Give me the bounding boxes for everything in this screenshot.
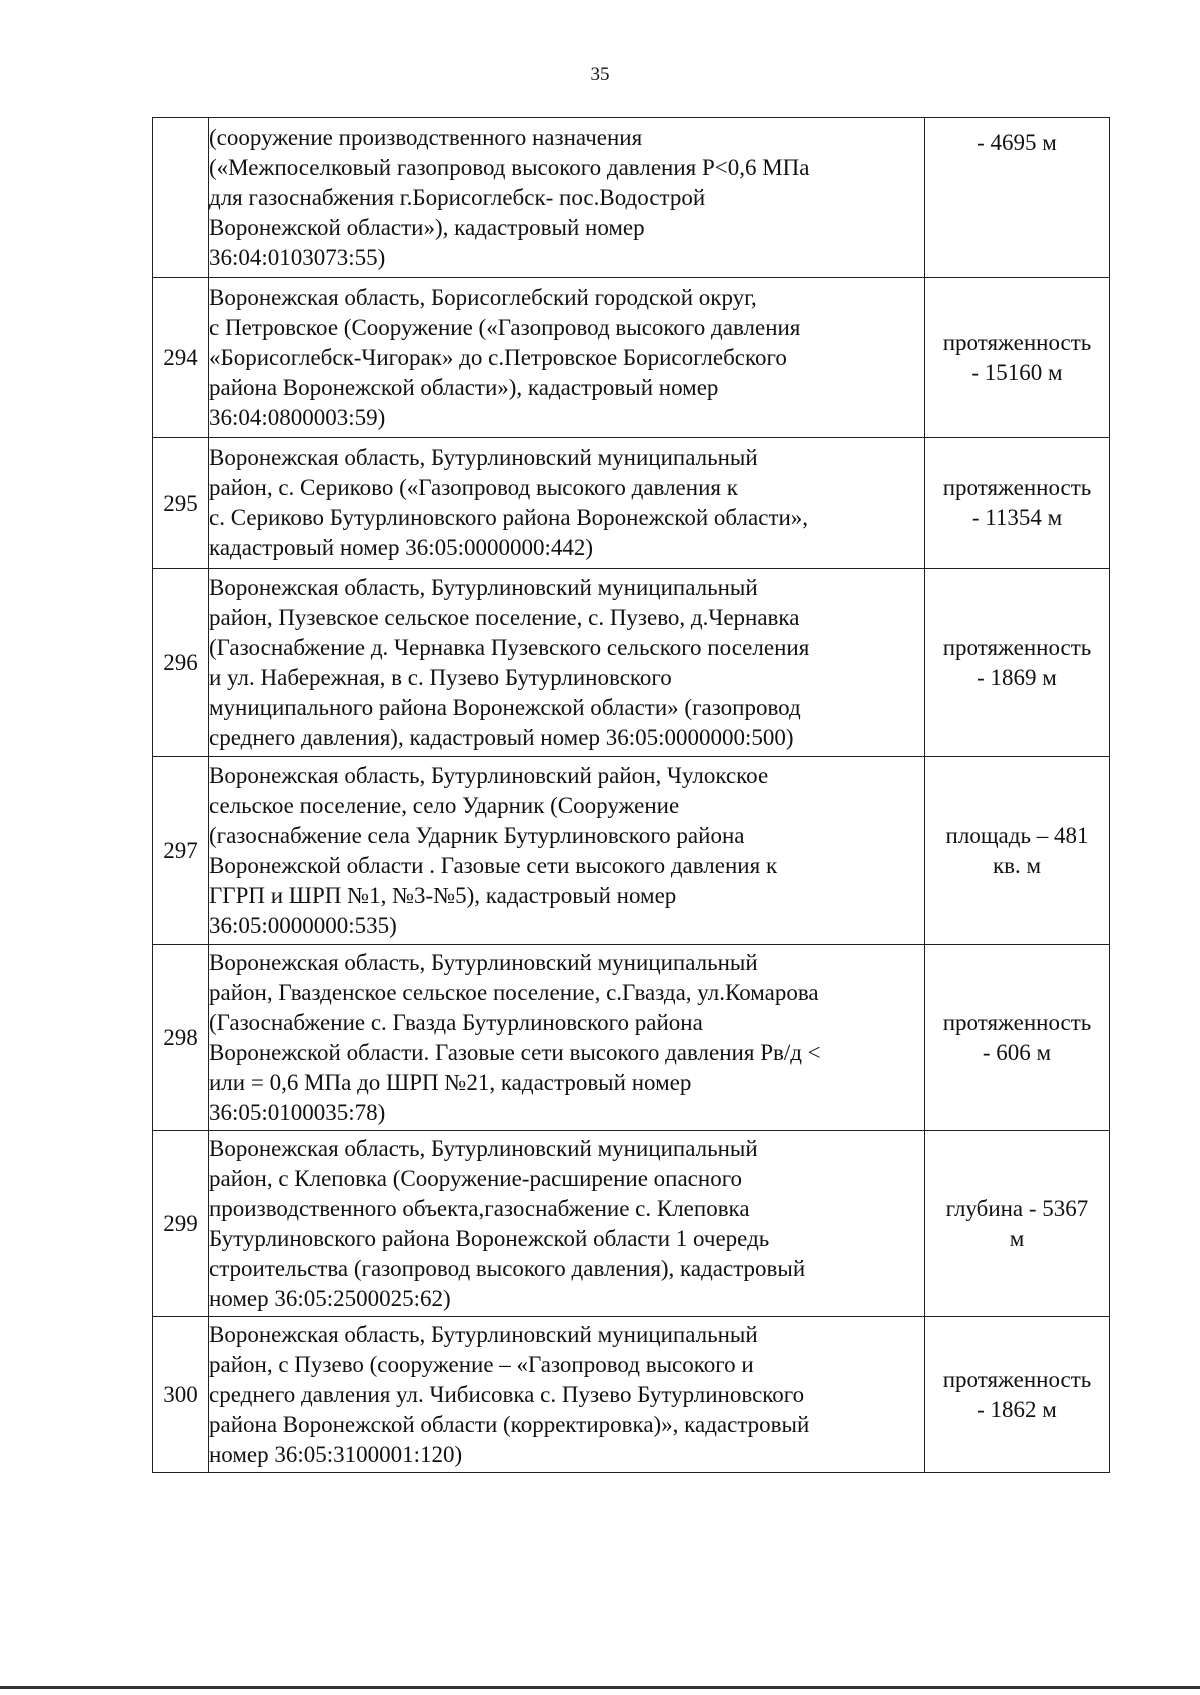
- registry-table-body: [153, 118, 1110, 1473]
- size-line: - 606 м: [982, 1039, 1052, 1065]
- object-size: [925, 118, 1110, 278]
- description-line: для газоснабжения г.Борисоглебск- пос.Водострой: [209, 184, 706, 210]
- description-line: район, с. Сериково («Газопровод высокого давления к: [209, 475, 738, 500]
- size-line: протяженность: [942, 329, 1092, 355]
- object-description: [209, 569, 925, 757]
- description-line: ГГРП и ШРП №1, №3-№5), кадастровый номер: [209, 882, 677, 908]
- size-line: - 1869 м: [977, 664, 1057, 690]
- description-line: Бутурлиновского района Воронежской области 1 очередь: [209, 1225, 770, 1251]
- description-line: муниципального района Воронежской области» (газопровод: [209, 694, 801, 720]
- description-line: и ул. Набережная, в с. Пузево Бутурлиновского: [209, 664, 672, 690]
- object-size: [925, 945, 1110, 1131]
- size-line: глубина - 5367: [945, 1195, 1089, 1221]
- row-number: 297: [153, 757, 209, 945]
- object-size: [925, 1131, 1110, 1317]
- description-line: (Газоснабжение с. Гвазда Бутурлиновского района: [209, 1009, 703, 1035]
- description-line: номер 36:05:3100001:120): [209, 1441, 463, 1467]
- size-line: - 15160 м: [971, 359, 1063, 385]
- description-line: район, с Клеповка (Сооружение-расширение опасного: [209, 1165, 743, 1191]
- table-row: [153, 569, 1110, 757]
- page-number: 35: [590, 64, 610, 85]
- description-line: с Петровское (Сооружение («Газопровод высокого давления: [209, 314, 801, 340]
- description-line: (газоснабжение села Ударник Бутурлиновского района: [209, 822, 745, 848]
- description-line: Воронежская область, Бутурлиновский муниципальный: [209, 1135, 758, 1161]
- description-line: 36:05:0100035:78): [209, 1099, 386, 1125]
- table-row: [153, 438, 1110, 569]
- description-line: район, с Пузево (сооружение – «Газопровод высокого и: [209, 1351, 754, 1377]
- table-row: [153, 278, 1110, 438]
- object-size: [925, 1317, 1110, 1473]
- description-line: Воронежской области . Газовые сети высокого давления к: [209, 852, 778, 878]
- object-description: [209, 757, 925, 945]
- object-description: [209, 278, 925, 438]
- table-row: [153, 945, 1110, 1131]
- description-line: среднего давления ул. Чибисовка с. Пузево Бутурлиновского: [209, 1381, 805, 1407]
- size-line: протяженность: [942, 1366, 1092, 1392]
- description-line: среднего давления), кадастровый номер 36:05:0000000:500): [209, 724, 794, 750]
- bottom-rule: [0, 1686, 1200, 1689]
- row-number: 295: [153, 438, 209, 569]
- object-size: [925, 757, 1110, 945]
- size-line: протяженность: [942, 634, 1092, 660]
- table-row: [153, 118, 1110, 278]
- size-line: площадь – 481: [945, 822, 1089, 848]
- description-line: номер 36:05:2500025:62): [209, 1285, 451, 1311]
- description-line: район, Пузевское сельское поселение, с. Пузево, д.Чернавка: [209, 604, 800, 630]
- size-line: - 4695 м: [977, 130, 1057, 155]
- object-description: [209, 438, 925, 569]
- size-line: - 11354 м: [971, 505, 1063, 530]
- size-line: кв. м: [992, 852, 1042, 878]
- description-line: Воронежская область, Бутурлиновский муниципальный: [209, 445, 758, 470]
- description-line: 36:04:0800003:59): [209, 404, 386, 430]
- description-line: с. Сериково Бутурлиновского района Воронежской области»,: [209, 505, 809, 530]
- description-line: («Межпоселковый газопровод высокого давления Р<0,6 МПа: [209, 154, 810, 180]
- table-row: [153, 757, 1110, 945]
- object-description: [209, 118, 925, 278]
- row-number: 300: [153, 1317, 209, 1473]
- description-line: или = 0,6 МПа до ШРП №21, кадастровый номер: [209, 1069, 692, 1095]
- object-size: [925, 278, 1110, 438]
- description-line: строительства (газопровод высокого давления), кадастровый: [209, 1255, 806, 1281]
- table-row: [153, 1317, 1110, 1473]
- size-line: м: [1009, 1225, 1025, 1251]
- row-number: 298: [153, 945, 209, 1131]
- description-line: Воронежская область, Бутурлиновский муниципальный: [209, 949, 758, 975]
- size-line: протяженность: [942, 1009, 1092, 1035]
- description-line: (сооружение производственного назначения: [209, 124, 643, 150]
- description-line: производственного объекта,газоснабжение с. Клеповка: [209, 1195, 750, 1221]
- description-line: Воронежская область, Бутурлиновский муниципальный: [209, 1321, 758, 1347]
- object-description: [209, 1131, 925, 1317]
- row-number: 296: [153, 569, 209, 757]
- description-line: Воронежской области»), кадастровый номер: [209, 214, 645, 240]
- object-size: [925, 569, 1110, 757]
- row-number: [153, 118, 209, 278]
- object-size: [925, 438, 1110, 569]
- description-line: район, Гвазденское сельское поселение, с.Гвазда, ул.Комарова: [209, 979, 819, 1005]
- size-line: - 1862 м: [977, 1396, 1057, 1422]
- description-line: Воронежской области. Газовые сети высокого давления Рв/д <: [209, 1039, 821, 1065]
- description-line: кадастровый номер 36:05:0000000:442): [209, 535, 594, 560]
- description-line: района Воронежской области (корректировка)», кадастровый: [209, 1411, 810, 1437]
- size-line: протяженность: [942, 475, 1092, 500]
- object-description: [209, 945, 925, 1131]
- description-line: 36:05:0000000:535): [209, 912, 397, 938]
- description-line: района Воронежской области»), кадастровый номер: [209, 374, 719, 400]
- description-line: 36:04:0103073:55): [209, 244, 386, 270]
- registry-table: [152, 117, 1110, 1473]
- description-line: Воронежская область, Бутурлиновский муниципальный: [209, 574, 758, 600]
- row-number: 294: [153, 278, 209, 438]
- description-line: Воронежская область, Борисоглебский городской округ,: [209, 284, 757, 310]
- table-row: [153, 1131, 1110, 1317]
- row-number: 299: [153, 1131, 209, 1317]
- description-line: сельское поселение, село Ударник (Сооружение: [209, 792, 680, 818]
- description-line: (Газоснабжение д. Чернавка Пузевского сельского поселения: [209, 634, 810, 660]
- object-description: [209, 1317, 925, 1473]
- description-line: Воронежская область, Бутурлиновский район, Чулокское: [209, 762, 769, 788]
- description-line: «Борисоглебск-Чигорак» до с.Петровское Борисоглебского: [209, 344, 787, 370]
